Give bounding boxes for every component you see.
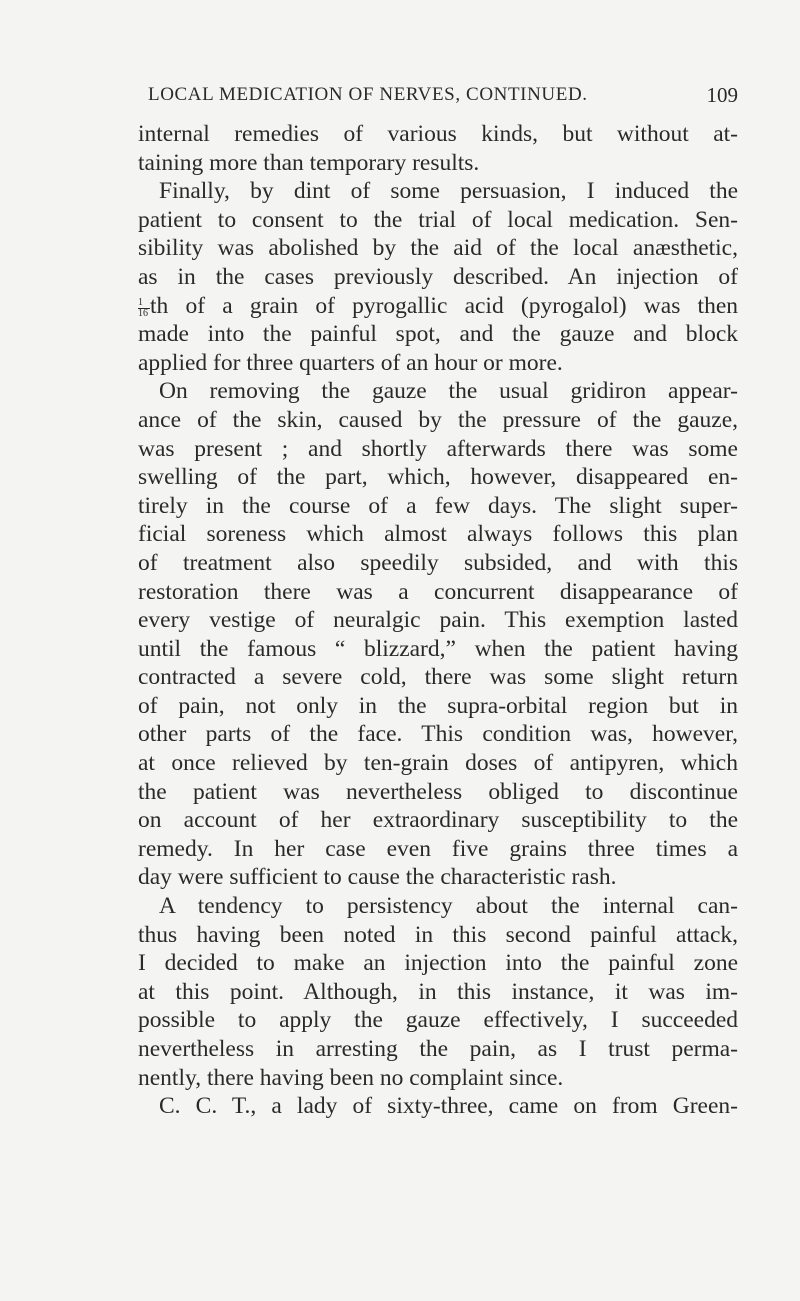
text-line: was present ; and shortly afterwards there was some xyxy=(138,435,738,462)
text-line: day were sufficient to cause the characteristic rash. xyxy=(138,864,617,891)
fraction-denominator: 16 xyxy=(138,307,148,319)
text-line: patient to consent to the trial of local medication. Sen- xyxy=(138,206,738,233)
text-line: I decided to make an injection into the painful zone xyxy=(138,950,738,977)
text-line: until the famous “ blizzard,” when the patient having xyxy=(138,635,738,662)
fraction xyxy=(138,298,150,319)
text-line: applied for three quarters of an hour or more. xyxy=(138,349,563,376)
text-line: thus having been noted in this second painful attack, xyxy=(138,921,738,948)
running-head xyxy=(138,84,738,114)
text-line: of pain, not only in the supra-orbital region but in xyxy=(138,692,738,719)
text-line: On removing the gauze the usual gridiron appear- xyxy=(159,378,738,405)
text-line: possible to apply the gauze effectively, I succeeded xyxy=(138,1007,738,1034)
text-line: taining more than temporary results. xyxy=(138,149,480,176)
text-line: on account of her extraordinary susceptibility to the xyxy=(138,807,738,834)
text-line-with-fraction xyxy=(138,292,738,321)
text-line: every vestige of neuralgic pain. This exemption lasted xyxy=(138,607,738,634)
fraction-numerator: 1 xyxy=(138,296,143,308)
text-line: A tendency to persistency about the internal can- xyxy=(159,893,738,920)
text-line: swelling of the part, which, however, disappeared en- xyxy=(138,464,738,491)
text-line: contracted a severe cold, there was some slight return xyxy=(138,664,738,691)
running-title: LOCAL MEDICATION OF NERVES, CONTINUED. xyxy=(148,84,588,105)
text-line: of treatment also speedily subsided, and with this xyxy=(138,549,738,576)
page-number: 109 xyxy=(706,83,738,107)
text-line: Finally, by dint of some persuasion, I induced the xyxy=(159,178,738,205)
text-line: internal remedies of various kinds, but without at- xyxy=(138,121,738,147)
text-line: tirely in the course of a few days. The slight super- xyxy=(138,492,738,519)
text-line: sibility was abolished by the aid of the local anæsthetic, xyxy=(138,235,738,262)
text-line: remedy. In her case even five grains three times a xyxy=(138,835,738,862)
text-line: other parts of the face. This condition was, however, xyxy=(138,721,738,748)
text-line: the patient was nevertheless obliged to discontinue xyxy=(138,778,738,805)
text-line: made into the painful spot, and the gauze and block xyxy=(138,321,738,348)
body-text xyxy=(138,120,738,1121)
text-line: nently, there having been no complaint since. xyxy=(138,1064,564,1091)
text-line: as in the cases previously described. An injection of xyxy=(138,263,738,290)
text-line: at once relieved by ten-grain doses of antipyren, which xyxy=(138,750,738,777)
text-line: ance of the skin, caused by the pressure of the gauze, xyxy=(138,406,738,433)
text-line: C. C. T., a lady of sixty-three, came on from Green- xyxy=(159,1093,738,1120)
text-line: at this point. Although, in this instance, it was im- xyxy=(138,978,738,1005)
text-line: nevertheless in arresting the pain, as I trust perma- xyxy=(138,1036,738,1062)
text-line: th of a grain of pyrogallic acid (pyrogalol) was then xyxy=(150,292,738,319)
text-line: restoration there was a concurrent disappearance of xyxy=(138,578,738,605)
text-line: ficial soreness which almost always follows this plan xyxy=(138,521,738,548)
